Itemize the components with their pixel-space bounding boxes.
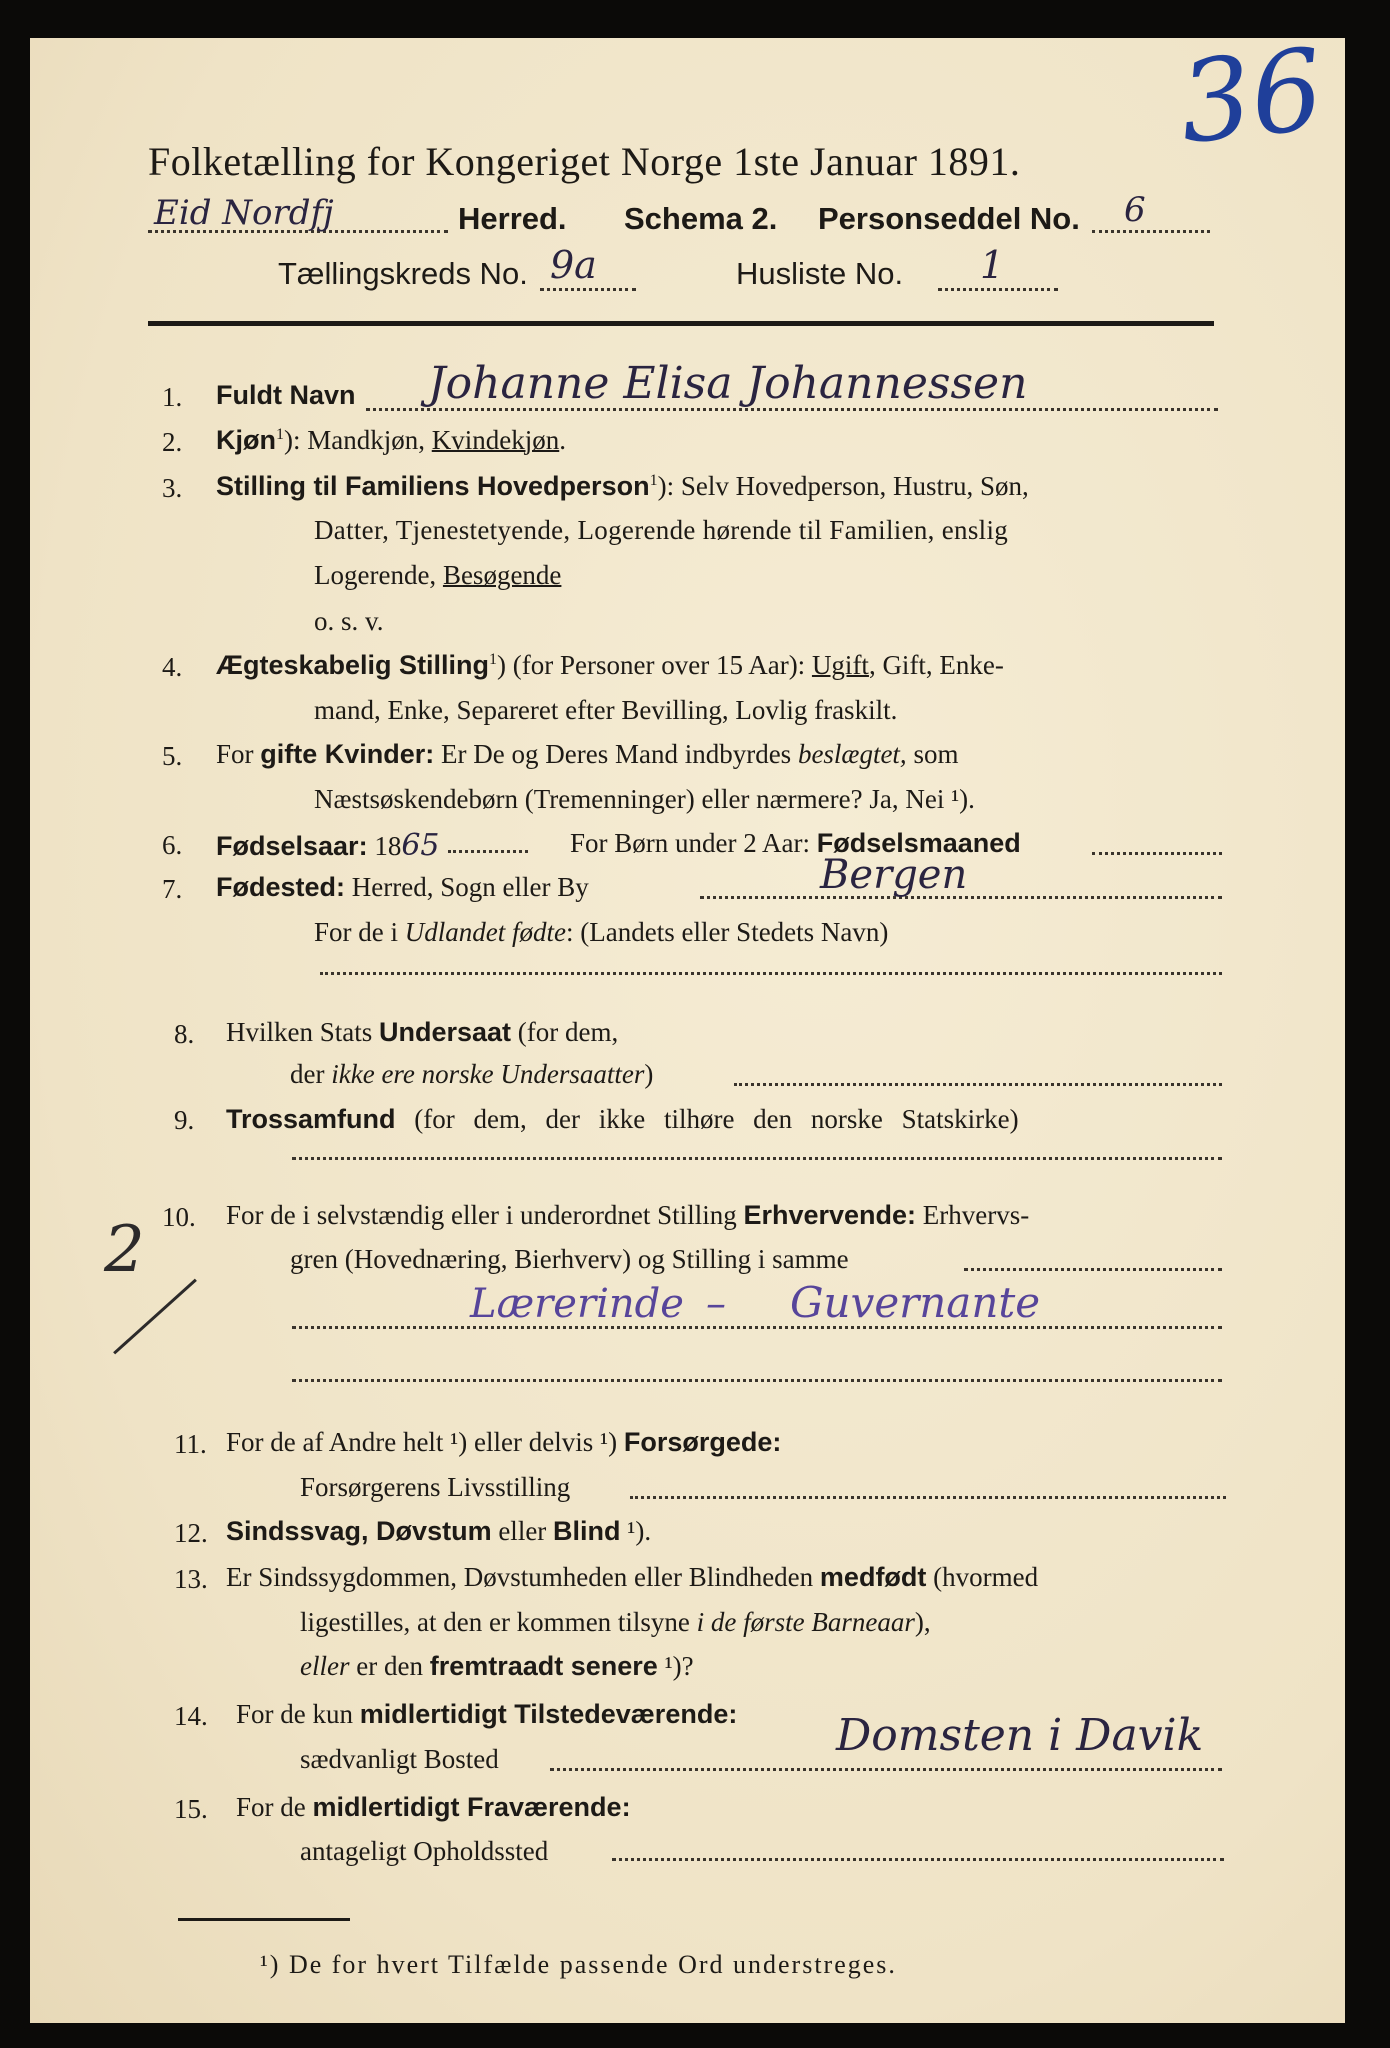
q13-line3-bold: fremtraadt senere <box>429 1651 658 1682</box>
husliste-dotline <box>938 288 1058 291</box>
q10-pre: For de i selvstændig eller i underordnet Stilling <box>226 1199 744 1230</box>
q5-label: gifte Kvinder: <box>260 739 435 770</box>
q15-label: midlertidigt Fraværende: <box>312 1791 631 1822</box>
q9-line <box>226 1104 1019 1135</box>
q9-number: 9. <box>174 1105 195 1136</box>
q5-number: 5. <box>162 741 183 771</box>
q12-label2: Blind <box>553 1516 621 1547</box>
q4-line1 <box>216 650 1004 681</box>
herred-label: Herred. <box>458 200 567 236</box>
q13-line1 <box>226 1562 1038 1593</box>
q14-label: midlertidigt Tilstedeværende: <box>359 1699 738 1730</box>
q13-line2 <box>300 1607 931 1638</box>
header-rule <box>148 321 1214 326</box>
q6-value: 65 <box>401 827 440 863</box>
personseddel-dotline <box>1092 230 1210 233</box>
q8-line1 <box>226 1017 618 1048</box>
q5-italic: beslægtet, <box>797 739 907 770</box>
form-title: Folketælling for Kongeriget Norge 1ste Januar 1891. <box>148 138 1021 184</box>
q3-line3 <box>314 560 561 591</box>
q10-label: Erhvervende: <box>743 1199 917 1230</box>
q14-dotline <box>550 1768 1222 1771</box>
q10-rest: Erhvervs- <box>916 1199 1030 1230</box>
q13-pre: Er Sindssygdommen, Døvstumheden eller Blindheden <box>226 1562 820 1593</box>
q11-line1 <box>226 1427 781 1458</box>
kreds-label: Tællingskreds No. <box>278 256 528 292</box>
husliste-label: Husliste No. <box>736 256 904 292</box>
q11-dotline <box>630 1496 1226 1499</box>
q9-rest: (for dem, der ikke tilhøre den norske Statskirke) <box>395 1103 1019 1134</box>
q13-line3-mid: er den <box>349 1651 430 1682</box>
q6-label2: Fødselsmaaned <box>816 827 1021 858</box>
q13-line3-end: ¹)? <box>657 1651 694 1682</box>
q7-line2-mid: fødte <box>505 916 566 947</box>
q2-end: . <box>559 424 566 455</box>
corner-number: 36 <box>1173 25 1329 170</box>
q12-end: ¹). <box>620 1516 652 1547</box>
herred-value: Eid Nordfj <box>154 193 334 234</box>
q10-margin-note: 2 <box>104 1212 145 1287</box>
q3-line3-pre: Logerende, <box>314 559 443 590</box>
q3-line1-rest: ): Selv Hovedperson, Hustru, Søn, <box>657 470 1029 501</box>
q8-line2 <box>290 1059 653 1090</box>
q11-label: Forsørgede: <box>623 1427 782 1458</box>
q7-line2-italic: Udlandet <box>404 916 506 947</box>
q5-pre: For <box>216 739 261 770</box>
personseddel-label: Personseddel No. <box>818 200 1080 236</box>
q8-line2-pre: der <box>290 1059 332 1090</box>
q3-label: Stilling til Familiens Hovedperson <box>216 470 650 501</box>
q13-rest: (hvormed <box>926 1562 1039 1593</box>
q6-dotline <box>448 850 528 853</box>
margin-slash-mark <box>113 1278 197 1354</box>
schema-label: Schema 2. <box>624 200 778 236</box>
q14-line1 <box>236 1699 737 1730</box>
q5-line2: Næstsøskendebørn (Tremenninger) eller nærmere? Ja, Nei ¹). <box>314 783 975 814</box>
kreds-value: 9a <box>550 243 597 288</box>
q2-line <box>216 425 566 456</box>
q11-number: 11. <box>174 1429 207 1460</box>
q15-number: 15. <box>174 1793 208 1824</box>
q11-pre: For de af Andre helt ¹) eller delvis ¹) <box>226 1427 624 1458</box>
q2-sup: 1 <box>276 425 284 443</box>
q7-line1 <box>216 872 589 903</box>
q12-label: Sindssvag, Døvstum <box>226 1516 492 1547</box>
personseddel-value: 6 <box>1124 189 1146 230</box>
q4-label: Ægteskabelig Stilling <box>216 650 490 681</box>
footnote-rule <box>178 1918 350 1921</box>
q10-dotline1 <box>964 1268 1222 1271</box>
q8-pre: Hvilken Stats <box>226 1016 379 1047</box>
q10-number: 10. <box>162 1201 196 1232</box>
q15-pre: For de <box>236 1791 313 1822</box>
q10-dotline2 <box>292 1326 1222 1329</box>
q14-number: 14. <box>174 1701 208 1732</box>
q7-rest: Herred, Sogn eller By <box>345 872 589 903</box>
q13-line2-pre: ligestilles, at den er kommen tilsyne <box>300 1606 697 1637</box>
q1-label: Fuldt Navn <box>216 380 356 411</box>
q5-line1 <box>216 739 958 770</box>
q8-rest: (for dem, <box>511 1016 619 1047</box>
q1-value: Johanne Elisa Johannessen <box>428 358 1028 410</box>
q10-dotline3 <box>292 1379 1222 1382</box>
q11-line2: Forsørgerens Livsstilling <box>300 1471 571 1502</box>
q9-dotline <box>292 1157 1222 1160</box>
q12-line <box>226 1516 651 1547</box>
q7-label: Fødested: <box>216 872 346 903</box>
q10-value1: Lærerinde <box>470 1281 684 1328</box>
q7-line2-pre: For de i <box>314 916 405 947</box>
q4-rest: , Gift, Enke- <box>868 650 1004 681</box>
q4-selected: Ugift <box>811 650 869 681</box>
q3-line2: Datter, Tjenestetyende, Logerende hørende til Familien, enslig <box>314 515 1009 546</box>
q15-line1 <box>236 1792 631 1823</box>
q4-line2: mand, Enke, Separeret efter Bevilling, Lovlig fraskilt. <box>314 694 898 725</box>
q4-number: 4. <box>162 652 183 683</box>
q8-line2-end: ) <box>644 1059 654 1090</box>
q8-number: 8. <box>174 1018 195 1049</box>
q6-dotline2 <box>1092 852 1222 855</box>
q14-value: Domsten i Davik <box>836 1710 1204 1762</box>
q10-line1 <box>226 1200 1029 1231</box>
q3-line4: o. s. v. <box>314 605 384 636</box>
q5-end: som <box>906 739 959 770</box>
q7-line2 <box>314 917 888 948</box>
q6-prefix: 18 <box>374 830 402 861</box>
q10-dash: – <box>706 1281 726 1328</box>
q6-line <box>216 828 440 863</box>
q7-line2-rest: : (Landets eller Stedets Navn) <box>566 916 889 947</box>
q2-rest: ): Mandkjøn, <box>284 424 432 455</box>
q13-line2-end: ), <box>914 1606 931 1637</box>
q2-number: 2. <box>162 426 183 457</box>
q13-line2-italic: i de første Barneaar <box>696 1606 915 1637</box>
q7-value: Bergen <box>820 852 968 898</box>
q6-mid: For Børn under 2 Aar: <box>570 827 817 858</box>
q10-line2: gren (Hovednæring, Bierhverv) og Stilling i samme <box>290 1244 849 1275</box>
q2-selected: Kvindekjøn <box>431 424 560 455</box>
q10-value2: Guvernante <box>790 1277 1041 1327</box>
q15-line2: antageligt Opholdssted <box>300 1836 549 1867</box>
q15-dotline <box>612 1858 1224 1861</box>
q2-label: Kjøn <box>216 424 276 455</box>
q3-number: 3. <box>162 472 183 503</box>
q1-number: 1. <box>162 382 183 413</box>
kreds-dotline <box>540 288 636 291</box>
q8-dotline <box>734 1083 1222 1086</box>
q12-mid: eller <box>491 1516 554 1547</box>
q13-number: 13. <box>174 1564 208 1595</box>
q3-selected: Besøgende <box>442 559 562 590</box>
q8-line2-italic: ikke ere norske Undersaatter <box>331 1059 645 1090</box>
q6-number: 6. <box>162 829 183 860</box>
q7-dotline2 <box>320 972 1222 975</box>
q7-number: 7. <box>162 874 183 905</box>
q14-line2: sædvanligt Bosted <box>300 1743 499 1774</box>
q4-mid: ) (for Personer over 15 Aar): <box>497 650 812 681</box>
q13-line3-italic: eller <box>300 1651 350 1682</box>
q4-sup: 1 <box>489 651 498 669</box>
q9-label: Trossamfund <box>226 1103 396 1134</box>
q14-pre: For de kun <box>236 1699 360 1730</box>
q3-line1 <box>216 471 1029 502</box>
q13-line3 <box>300 1651 694 1682</box>
q6-label: Fødselsaar: <box>216 830 368 861</box>
q3-sup: 1 <box>649 471 658 489</box>
q8-label: Undersaat <box>379 1016 512 1047</box>
husliste-value: 1 <box>980 243 1005 288</box>
q12-number: 12. <box>174 1518 208 1548</box>
q13-label: medfødt <box>819 1562 927 1593</box>
q5-rest: Er De og Deres Mand indbyrdes <box>434 739 798 770</box>
census-form-page <box>30 25 1345 2023</box>
footnote: ¹) De for hvert Tilfælde passende Ord understreges. <box>260 1950 897 1979</box>
